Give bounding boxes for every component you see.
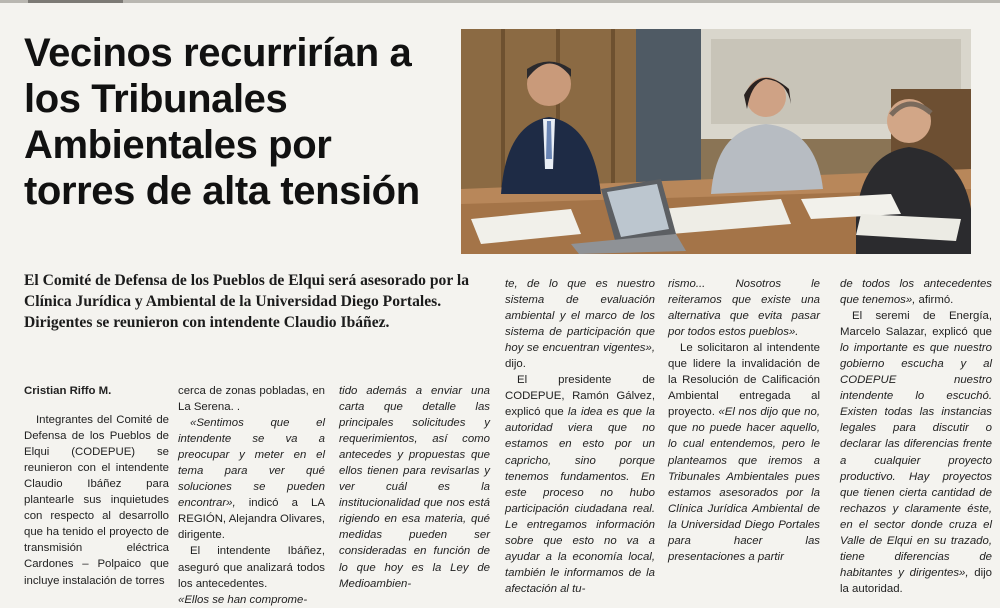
column-5: [668, 276, 820, 565]
headline: Vecinos recurrirían a los Tribunales Ambientales por torres de alta tensión: [24, 31, 420, 213]
col6-quote-1: de todos los antecedentes que tenemos»,: [840, 278, 992, 307]
col6-paragraph-1: [840, 276, 992, 308]
col5-text-1: Le solicitaron al intendente que lidere la invalidación de la Resolución de Calificación Ambiental entregada al proyecto.: [668, 342, 820, 419]
col3-paragraph-1: [339, 383, 490, 592]
column-4: [505, 276, 655, 597]
col5-quote-2: «El nos dijo que no, que no puede hacer aquello, lo cual entendemos, pero le planteamos que iremos a Tribunales Ambientales pues estamos asesorados por la Clínica Jurídica Ambiental de la Universidad Diego Portales para hacer las presentaciones a partir: [668, 406, 820, 563]
col2-paragraph-2: [178, 415, 325, 543]
col4-quote-1: te, de lo que es nuestro sistema de evaluación ambiental y el marco de los sistema de participación que hoy se encuentran vigentes»,: [505, 278, 655, 355]
col2-quote-2: «Ellos se han comprome-: [178, 593, 308, 606]
col1-paragraph-1: Integrantes del Comité de Defensa de los Pueblos de Elqui (CODEPUE) se reunieron con el intendente Claudio Ibáñez para plantearle sus inquietudes con respecto al desarrollo que ha tenido el proyecto de transmisión eléctrica Cardones – Polpaico que incluye instalación de torres: [24, 414, 169, 587]
col4-text-2: El presidente de CODEPUE, Ramón Gálvez, explicó que: [505, 374, 655, 419]
col6-paragraph-2: [840, 308, 992, 597]
meeting-photo: [461, 29, 971, 254]
section-tab: [28, 0, 123, 3]
col4-quote-2: la idea es que la autoridad viera que no estamos en esto por un capricho, sino porque tenemos fundamentos. En este proceso no hubo participación ciudadana real. Le entregamos información sobre que esto no va a ayudar a la economía local, también le informamos de la afectación al tu-: [505, 406, 655, 595]
col6-quote-2: lo importante es que nuestro gobierno escucha y al CODEPUE nuestro intendente lo escuchó. Existen todas las instancias legales para discutir o declarar las diferencias frente a cualquier proyecto productivo. Hay proyectos que tienen cierta cantidad de rechazos y claramente éste, en el sector donde cruza el Valle de Elqui en su trazado, tiene diferencias de habitantes y dirigentes»,: [840, 342, 992, 579]
column-3: [339, 383, 490, 592]
col2-paragraph-1: cerca de zonas pobladas, en La Serena. .: [178, 385, 325, 414]
col2-text-1: indicó a LA REGIÓN, Alejandra Olivares, dirigente.: [178, 497, 325, 542]
col2-paragraph-4: [178, 592, 325, 608]
column-2: [178, 383, 325, 608]
col3-quote: tido además a enviar una carta que detalle las principales solicitudes y requerimientos, así como antecedes y propuestas que ellos tienen para revisarlas y ver cuál es la institucionalidad que nos está rigiendo en esa materia, qué medidas pueden ser consideradas en función de lo que hoy es la Ley de Medioambien-: [339, 385, 490, 590]
col6-text-3: dijo la autoridad.: [840, 566, 992, 595]
col4-paragraph-1: [505, 276, 655, 372]
top-rule: [0, 0, 1000, 3]
col6-text-1: afirmó.: [915, 294, 954, 307]
article-photo: [461, 29, 971, 254]
byline: Cristian Riffo M.: [24, 385, 112, 397]
col4-text-1: dijo.: [505, 358, 526, 371]
column-6: [840, 276, 992, 597]
column-1: [24, 383, 169, 589]
col5-quote-1: rismo... Nosotros le reiteramos que existe una alternativa que evita pasar por todos estos pueblos».: [668, 278, 820, 339]
col5-paragraph-1: [668, 276, 820, 340]
col6-text-2: El seremi de Energía, Marcelo Salazar, explicó que: [840, 310, 992, 339]
col2-paragraph-3: El intendente Ibáñez, aseguró que analizará todos los antecedentes.: [178, 545, 325, 590]
lead-paragraph: El Comité de Defensa de los Pueblos de Elqui será asesorado por la Clínica Jurídica y Ambiental de la Universidad Diego Portales. Dirigentes se reunieron con intendente Claudio Ibáñez.: [24, 272, 470, 331]
col2-quote-1: «Sentimos que el intendente se va a preocupar y meter en el tema para ver qué soluciones se pueden encontrar»,: [178, 417, 325, 510]
col4-paragraph-2: [505, 372, 655, 597]
col5-paragraph-2: [668, 340, 820, 565]
